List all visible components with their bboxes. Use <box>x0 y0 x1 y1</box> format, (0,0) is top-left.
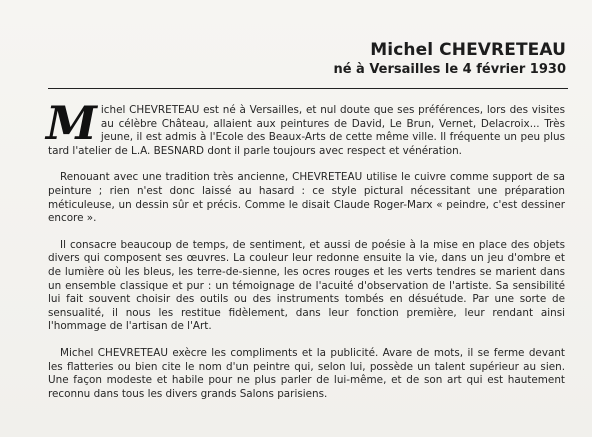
paragraph-4: Michel CHEVRETEAU exècre les compliments et la publicité. Avare de mots, il se ferme devant les flatteries ou bien cite le nom d'un peintre qui, selon lui, possède un talent supérieur au sien. Une façon modeste et habile pour ne plus parler de lui-même, et de son art qui est hautement reconnu dans tous les divers grands Salons parisiens. <box>48 346 565 400</box>
biography-body <box>46 96 565 414</box>
birth-info: né à Versailles le 4 février 1930 <box>333 62 566 77</box>
drop-cap: M <box>46 96 97 150</box>
paragraph-3: Il consacre beaucoup de temps, de sentiment, et aussi de poésie à la mise en place des objets divers qui composent ses œuvres. La couleur leur redonne ensuite la vie, dans un jeu d'ombre et de lumière où les bleus, les terre-de-sienne, les ocres rouges et les verts tendres se marient dans un ensemble classique et pur : un témoignage de l'acuité d'observation de l'artiste. Sa sensibilité lui fait souvent choisir des outils ou des instruments tombés en désuétude. Par une sorte de sensualité, il nous les restitue fidèlement, dans leur fonction première, leur rendant ainsi l'hommage de l'artisan de l'Art. <box>48 238 565 333</box>
paragraph-1 <box>46 96 565 158</box>
paragraph-2: Renouant avec une tradition très ancienne, CHEVRETEAU utilise le cuivre comme support de sa peinture ; rien n'est donc laissé au hasard : ce style pictural nécessitant une préparation méticuleuse, un dessin sûr et précis. Comme le disait Claude Roger-Marx « peindre, c'est dessiner encore ». <box>48 171 565 225</box>
header <box>333 40 566 78</box>
header-rule <box>48 88 568 89</box>
paragraph-1-text: ichel CHEVRETEAU est né à Versailles, et nul doute que ses préférences, lors des visites au célèbre Château, allaient aux peintures de David, Le Brun, Vernet, Delacroix... Très jeune, il est admis à l'Ecole des Beaux-Arts de cette même ville. Il fréquente un peu plus tard l'atelier de L.A. BESNARD dont il parle toujours avec respect et vénération. <box>48 104 565 157</box>
artist-name: Michel CHEVRETEAU <box>370 40 566 60</box>
